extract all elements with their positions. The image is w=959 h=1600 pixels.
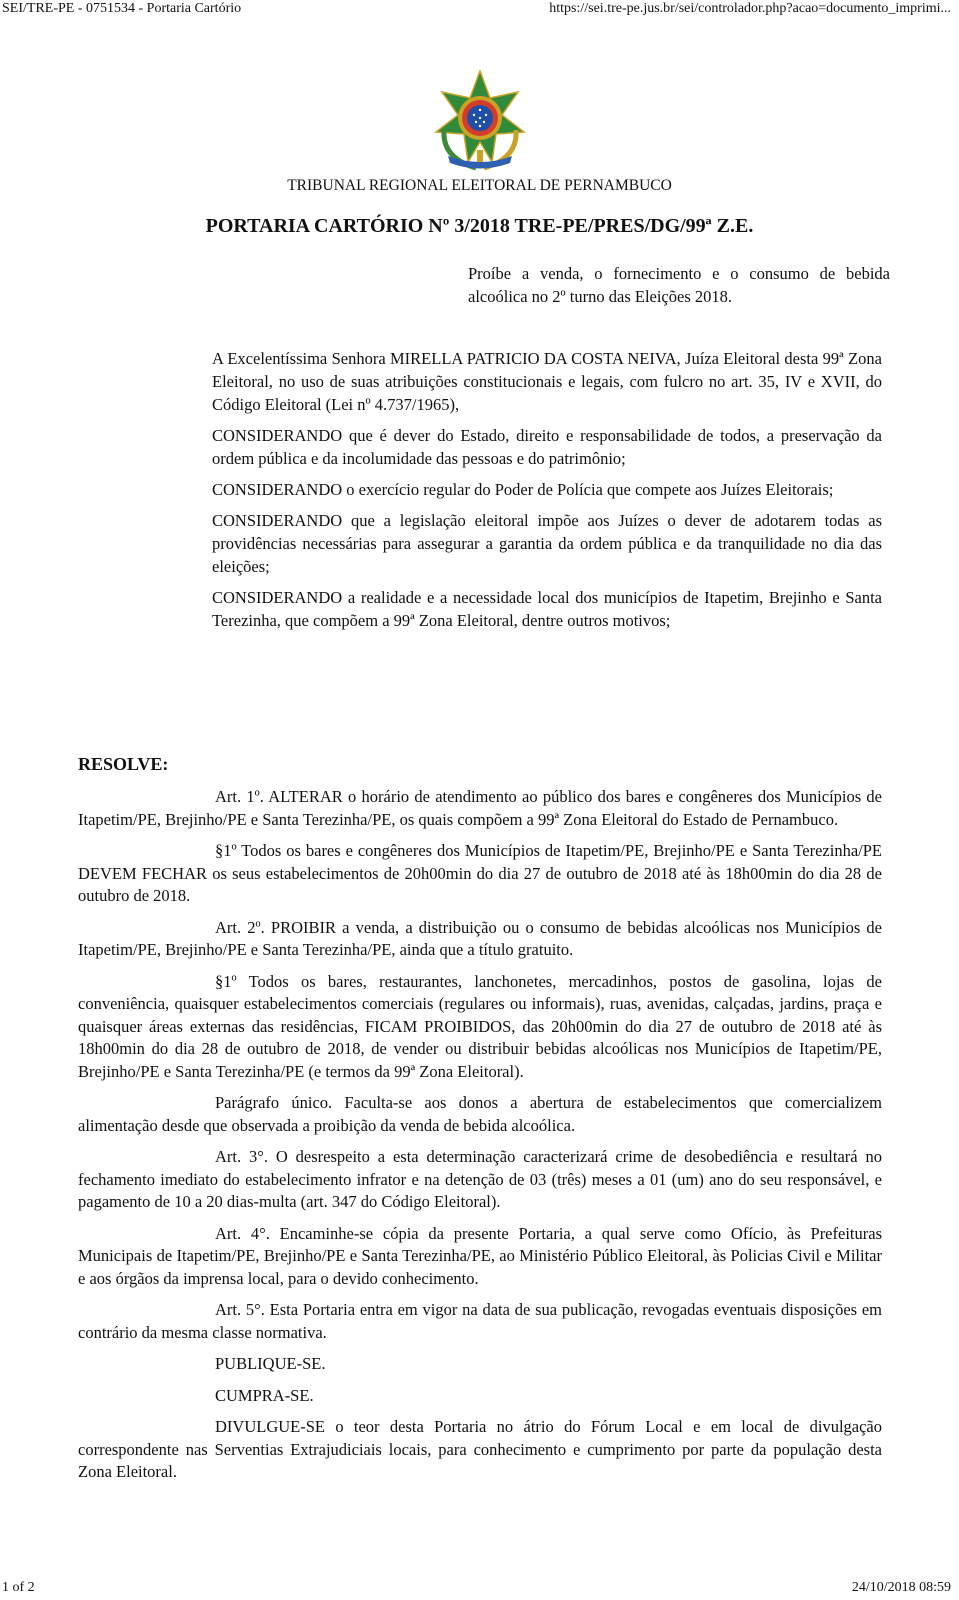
- browser-page-url: https://sei.tre-pe.jus.br/sei/controlador.php?acao=documento_imprimi...: [549, 1, 951, 16]
- article-5: Art. 5°. Esta Portaria entra em vigor na data de sua publicação, revogadas eventuais disposições em contrário da mesma classe normativa.: [78, 1300, 882, 1342]
- browser-page-title: SEI/TRE-PE - 0751534 - Portaria Cartório: [2, 1, 242, 16]
- article-2-paragraph-1: §1º Todos os bares, restaurantes, lanchonetes, mercadinhos, postos de gasolina, lojas de conveniência, quaisquer estabelecimentos comerciais (regulares ou informais), ruas, avenidas, calçadas, jardins, praça e quaisquer áreas externas das residências, FICAM PROIBIDOS, das 20h00min do dia 27 de outubro de 2018 até às 18h00min do dia 28 de outubro de 2018, de vender ou distribuir bebidas alcoólicas nos Municípios de Itapetim/PE, Brejinho/PE e Santa Terezinha/PE (e termos da 99ª Zona Eleitoral).: [78, 971, 882, 1081]
- considerando-paragraph: CONSIDERANDO que a legislação eleitoral impõe aos Juízes o dever de adotarem todas as providências necessárias para assegurar a garantia da ordem pública e da tranquilidade no dia das eleições;: [212, 511, 882, 576]
- preamble-section: [212, 347, 882, 640]
- article-2-sole-paragraph: Parágrafo único. Faculta-se aos donos a abertura de estabelecimentos que comercializem alimentação desde que observada a proibição da venda de bebida alcoólica.: [78, 1093, 882, 1135]
- resolve-heading: RESOLVE:: [78, 754, 169, 774]
- article-1: Art. 1º. ALTERAR o horário de atendimento ao público dos bares e congêneres dos Municípios de Itapetim/PE, Brejinho/PE e Santa Terezinha/PE, os quais compõem a 99ª Zona Eleitoral do Estado de Pernambuco.: [78, 787, 882, 829]
- document-title: PORTARIA CARTÓRIO Nº 3/2018 TRE-PE/PRES/DG/99ª Z.E.: [205, 215, 754, 237]
- page-counter: 1 of 2: [2, 1580, 35, 1595]
- article-3: Art. 3°. O desrespeito a esta determinação caracterizará crime de desobediência e resultará no fechamento imediato do estabelecimento infrator e na detenção de 03 (três) meses a 01 (um) ano do seu responsável, e pagamento de 10 a 20 dias-multa (art. 347 do Código Eleitoral).: [78, 1147, 882, 1211]
- article-2: Art. 2º. PROIBIR a venda, a distribuição ou o consumo de bebidas alcoólicas nos Municípios de Itapetim/PE, Brejinho/PE e Santa Terezinha/PE, ainda que a título gratuito.: [78, 917, 882, 959]
- article-1-paragraph-1: §1º Todos os bares e congêneres dos Municípios de Itapetim/PE, Brejinho/PE e Santa Terezinha/PE DEVEM FECHAR os seus estabelecimentos de 20h00min do dia 27 de outubro de 2018 até às 18h00min do dia 28 de outubro de 2018.: [78, 841, 882, 905]
- coat-of-arms-emblem: [430, 70, 530, 172]
- considerando-paragraph: CONSIDERANDO que é dever do Estado, direito e responsabilidade de todos, a preservação da ordem pública e da incolumidade das pessoas e do patrimônio;: [212, 426, 882, 468]
- articles-section: [78, 786, 882, 1493]
- cumpra-se: CUMPRA-SE.: [215, 1385, 314, 1405]
- article-4: Art. 4°. Encaminhe-se cópia da presente Portaria, a qual serve como Ofício, às Prefeituras Municipais de Itapetim/PE, Brejinho/PE e Santa Terezinha/PE, ao Ministério Público Eleitoral, às Policias Civil e Militar e aos órgãos da imprensa local, para o devido conhecimento.: [78, 1223, 882, 1288]
- preamble-paragraph: A Excelentíssima Senhora MIRELLA PATRICIO DA COSTA NEIVA, Juíza Eleitoral desta 99ª Zona Eleitoral, no uso de suas atribuições constitucionais e legais, com fulcro no art. 35, IV e XVII, do Código Eleitoral (Lei nº 4.737/1965),: [212, 349, 882, 414]
- publique-se: PUBLIQUE-SE.: [215, 1354, 326, 1373]
- print-timestamp: 24/10/2018 08:59: [851, 1580, 951, 1595]
- considerando-paragraph: CONSIDERANDO a realidade e a necessidade local dos municípios de Itapetim, Brejinho e Santa Terezinha, que compõem a 99ª Zona Eleitoral, dentre outros motivos;: [212, 588, 882, 630]
- ementa: Proíbe a venda, o fornecimento e o consumo de bebida alcoólica no 2º turno das Eleições 2018.: [468, 264, 890, 306]
- divulgue-se: DIVULGUE-SE o teor desta Portaria no átrio do Fórum Local e em local de divulgação correspondente nas Serventias Extrajudiciais locais, para conhecimento e cumprimento por parte da população desta Zona Eleitoral.: [78, 1417, 882, 1481]
- considerando-paragraph: CONSIDERANDO o exercício regular do Poder de Polícia que compete aos Juízes Eleitorais;: [212, 480, 834, 499]
- court-name: TRIBUNAL REGIONAL ELEITORAL DE PERNAMBUCO: [287, 177, 672, 194]
